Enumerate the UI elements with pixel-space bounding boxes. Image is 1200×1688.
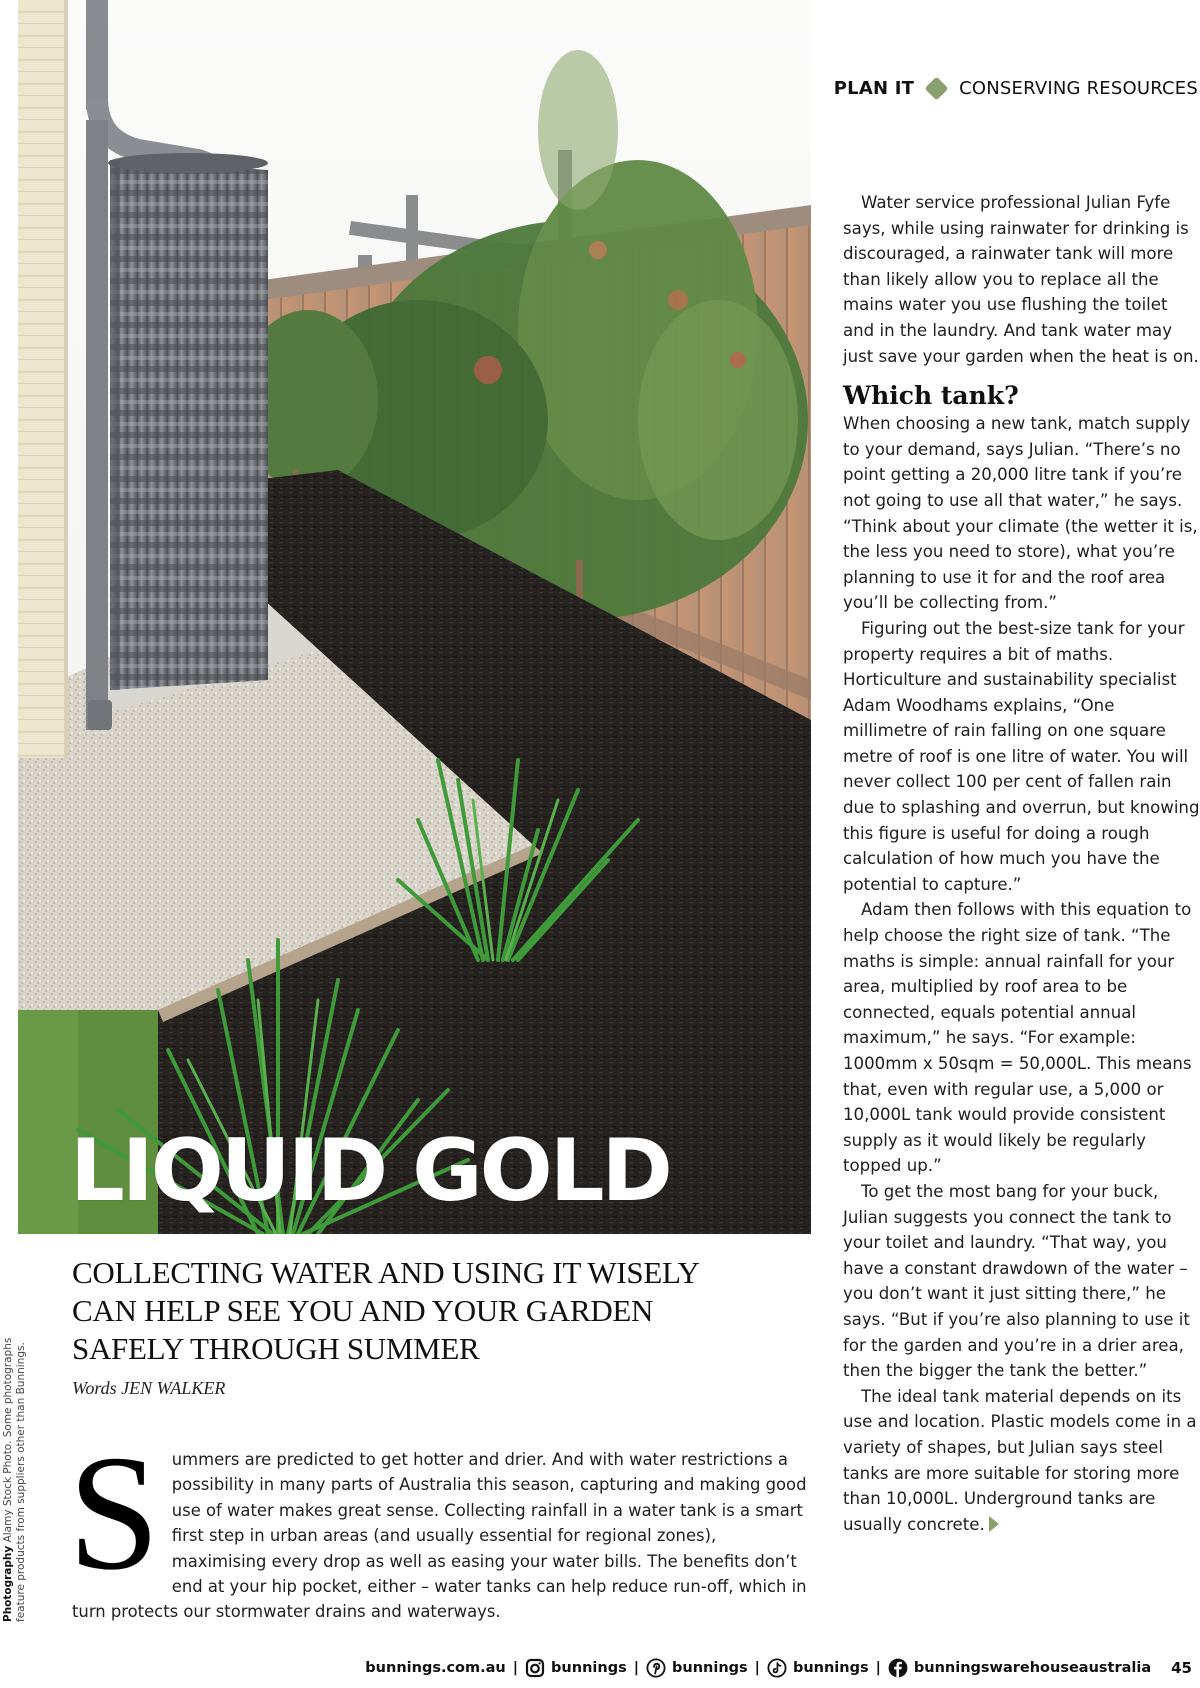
page-number: 45 (1171, 1659, 1192, 1677)
standfirst-line: COLLECTING WATER AND USING IT WISELY (72, 1255, 700, 1290)
intro-paragraph (68, 1421, 812, 1625)
section-category: PLAN IT (833, 78, 915, 99)
section-tag (826, 78, 1198, 99)
hero-photo (18, 0, 811, 1234)
photo-credit (2, 1332, 28, 1622)
standfirst-line: SAFELY THROUGH SUMMER (72, 1331, 480, 1366)
body-paragraph: Water service professional Julian Fyfe says, while using rainwater for drinking is discouraged, a rainwater tank will more than likely allow you to replace all the mains water you use flushing the toilet and in the laundry. And tank water may just save your garden when the heat is on. (843, 193, 1199, 366)
instagram-icon[interactable] (525, 1658, 545, 1678)
intro-text: ummers are predicted to get hotter and drier. And with water restrictions a possibility in many parts of Australia this season, capturing and making good use of water makes great sense. Collecting rainfall in a water tank is a smart first step in urban areas (and usually essential for regional zones), maximising every drop as well as easing your water bills. The benefits don’t end at your hip pocket, either – water tanks can help reduce run-off, which in turn protects our stormwater drains and waterways. (72, 1450, 807, 1622)
tiktok-icon[interactable] (767, 1658, 787, 1678)
body-paragraph: Adam then follows with this equation to help choose the right size of tank. “The maths is simple: annual rainfall for your area, multiplied by roof area to be connected, equals potential annual maximum,” he says. “For example: 1000mm x 50sqm = 50,000L. This means that, even with regular use, a 5,000 or 10,000L tank would provide consistent supply as it would likely be regularly topped up.” (843, 900, 1192, 1176)
separator: | (875, 1660, 881, 1676)
body-paragraph-last (843, 1384, 1200, 1538)
diamond-icon (925, 76, 949, 100)
facebook-handle[interactable]: bunningswarehouseaustralia (913, 1660, 1152, 1676)
body-paragraph-text: The ideal tank material depends on its use and location. Plastic models come in a variety of shapes, but Julian says steel tanks are more suitable for storing more than 10,000L. Underground tanks are usually concrete. (843, 1386, 1197, 1534)
credit-line-2: feature products from suppliers other than Bunnings. (15, 1342, 27, 1622)
hero-title: LIQUID GOLD (70, 1121, 670, 1221)
subheading: Which tank? (843, 381, 1019, 411)
facebook-icon[interactable] (888, 1658, 908, 1678)
body-paragraph: Figuring out the best-size tank for your property requires a bit of maths. Horticulture and sustainability specialist Adam Woodhams explains, “One millimetre of rain falling on one square metre of roof is one litre of water. You will never collect 100 per cent of fallen rain due to splashing and overrun, but knowing this figure is useful for doing a rough calculation of how much you have the potential to capture.” (843, 618, 1200, 894)
end-of-article-triangle-icon (989, 1516, 999, 1532)
credit-label: Photography (2, 1545, 14, 1622)
drop-cap: S (68, 1421, 160, 1604)
footer (365, 1656, 1192, 1680)
website-link[interactable]: bunnings.com.au (365, 1660, 506, 1676)
credit-line-1: Alamy Stock Photo. Some photographs (2, 1337, 14, 1546)
garden-rainwater-tank-illustration (18, 0, 811, 1234)
body-paragraph: To get the most bang for your buck, Julian suggests you connect the tank to your toilet and laundry. “That way, you have a constant drawdown of the water – you don’t want it just sitting there,” he says. “But if you’re also planning to use it for the garden and you’re in a drier area, then the bigger the tank the better.” (843, 1181, 1190, 1381)
separator: | (512, 1660, 519, 1676)
pinterest-handle[interactable]: bunnings (672, 1660, 748, 1676)
tiktok-handle[interactable]: bunnings (792, 1660, 869, 1676)
instagram-handle[interactable]: bunnings (551, 1660, 627, 1676)
pinterest-icon[interactable] (646, 1658, 666, 1678)
byline: Words JEN WALKER (72, 1378, 226, 1398)
section-topic: CONSERVING RESOURCES (959, 78, 1198, 99)
standfirst-line: CAN HELP SEE YOU AND YOUR GARDEN (72, 1293, 654, 1328)
separator: | (633, 1660, 639, 1676)
article-right-column (843, 190, 1200, 1537)
standfirst (72, 1254, 792, 1368)
separator: | (754, 1660, 760, 1676)
body-paragraph: When choosing a new tank, match supply to your demand, says Julian. “There’s no point getting a 20,000 litre tank if you’re not going to use all that water,” he says. “Think about your climate (the wetter it is, the less you need to store), what you’re planning to use it for and the roof area you’ll be collecting from.” (843, 414, 1198, 613)
